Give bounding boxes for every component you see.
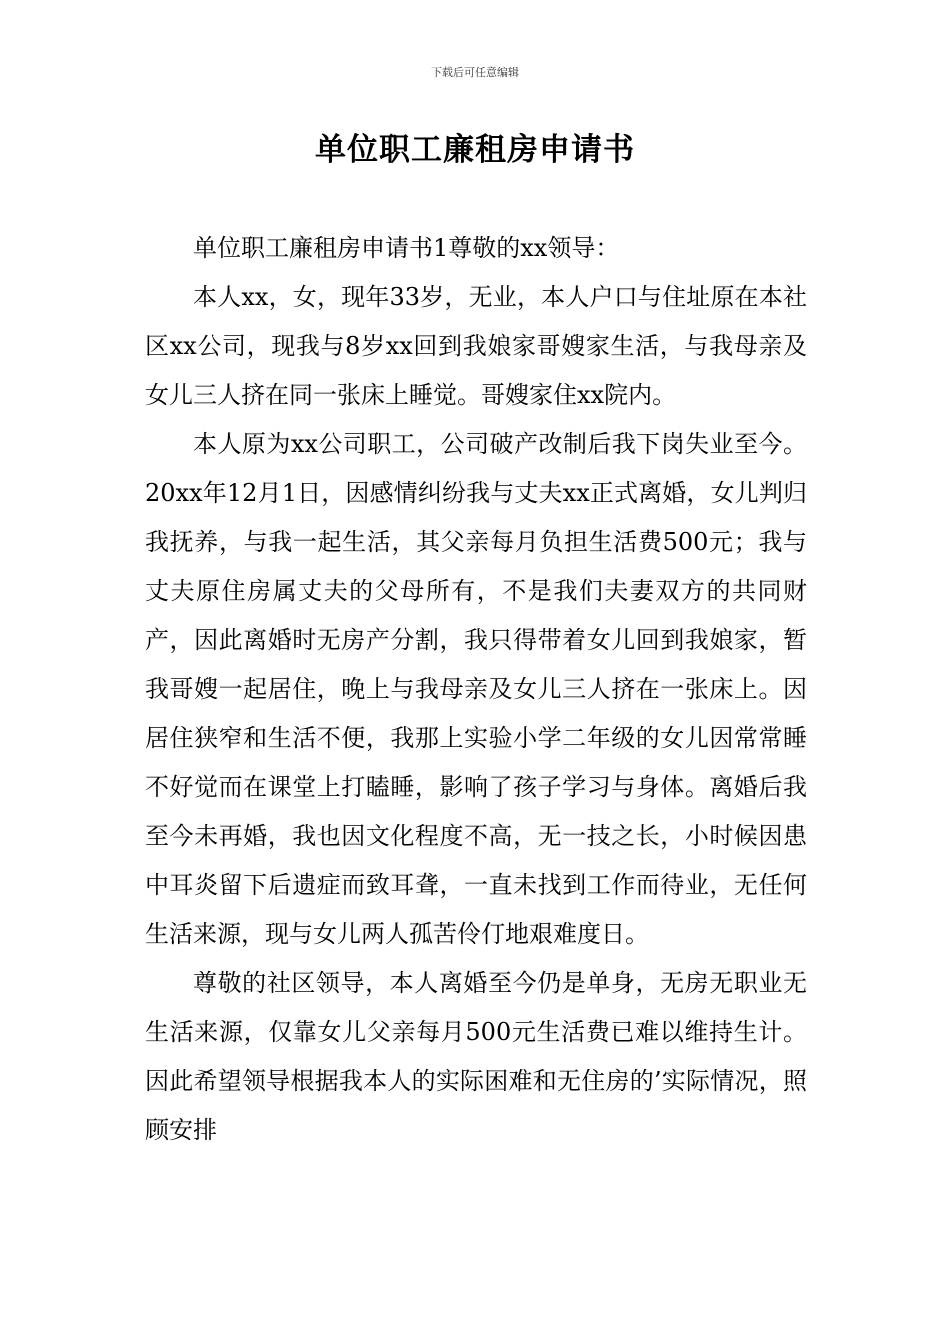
document-title: 单位职工廉租房申请书 [315, 132, 635, 168]
paragraph-salutation: 单位职工廉租房申请书1尊敬的xx领导： [193, 234, 620, 262]
header-note: 下载后可任意编辑 [431, 66, 519, 79]
paragraph-request: 尊敬的社区领导，本人离婚至今仍是单身，无房无职业无生活来源，仅靠女儿父亲每月500元生活费已难以维持生计。因此希望领导根据我本人的实际困难和无住房的’实际情况，照顾安排 [145, 969, 807, 1144]
paragraph-background: 本人原为xx公司职工，公司破产改制后我下岗失业至今。20xx年12月1日，因感情纠纷我与丈夫xx正式离婚，女儿判归我抚养，与我一起生活，其父亲每月负担生活费500元；我与丈夫原住房属丈夫的父母所有，不是我们夫妻双方的共同财产，因此离婚时无房产分割，我只得带着女儿回到我娘家，暂我哥嫂一起居住，晚上与我母亲及女儿三人挤在一张床上。因居住狭窄和生活不便，我那上实验小学二年级的女儿因常常睡不好觉而在课堂上打瞌睡，影响了孩子学习与身体。离婚后我至今未再婚，我也因文化程度不高，无一技之长，小时候因患中耳炎留下后遗症而致耳聋，一直未找到工作而待业，无任何生活来源，现与女儿两人孤苦伶仃地艰难度日。 [145, 430, 807, 948]
document-body [145, 224, 807, 1155]
paragraph-personal-info: 本人xx，女，现年33岁，无业，本人户口与住址原在本社区xx公司，现我与8岁xx回到我娘家哥嫂家生活，与我母亲及女儿三人挤在同一张床上睡觉。哥嫂家住xx院内。 [145, 283, 807, 409]
